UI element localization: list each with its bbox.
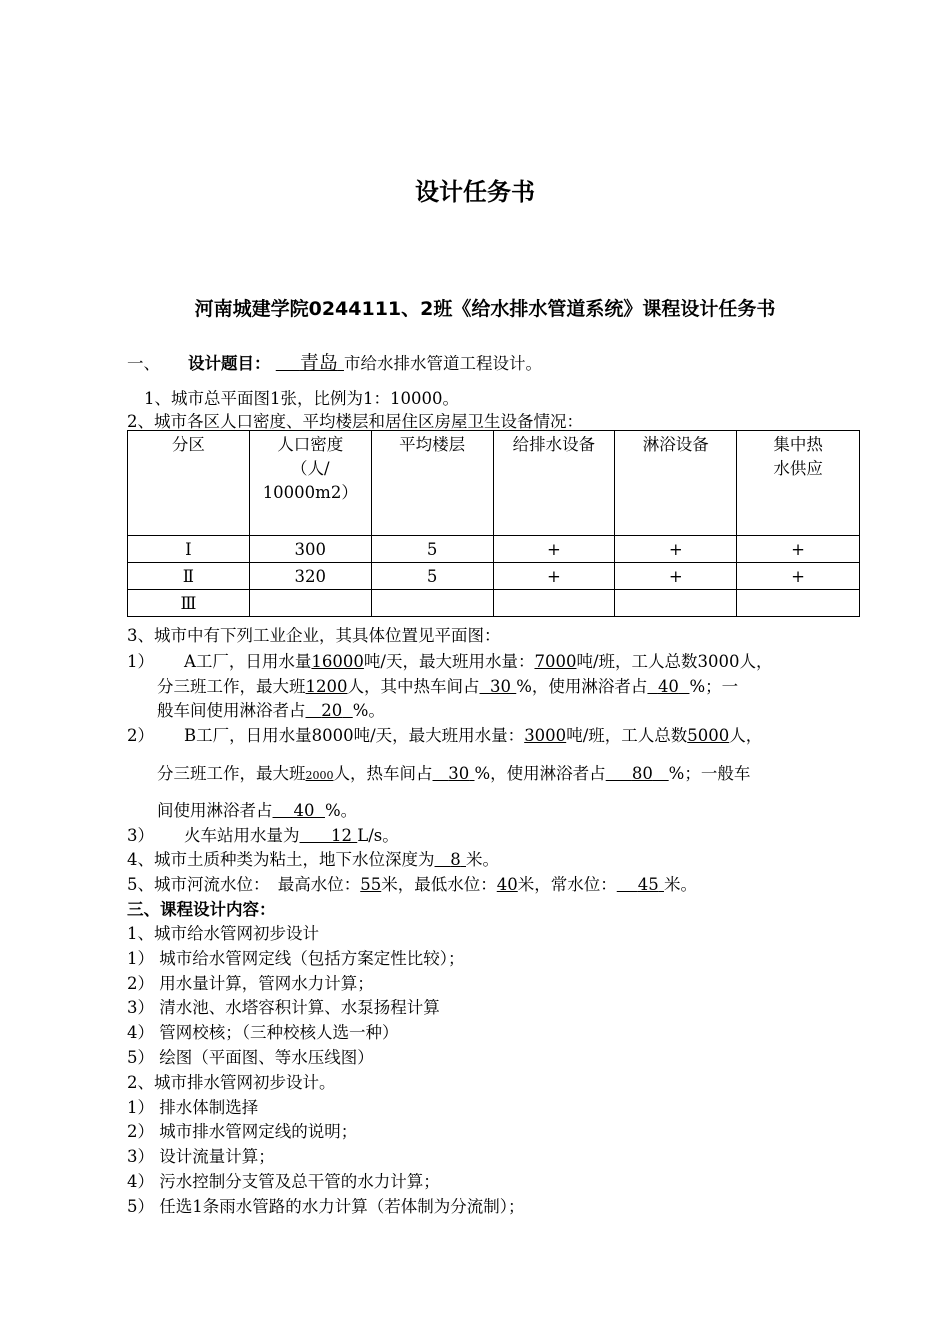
- list-item: 3） 设计流量计算；: [127, 1147, 275, 1166]
- table-cell: 5: [371, 563, 493, 590]
- table-header-cell: 淋浴设备: [615, 431, 737, 536]
- table-cell: +: [615, 536, 737, 563]
- list-item: 4） 污水控制分支管及总干管的水力计算；: [127, 1172, 440, 1191]
- drainage-network-heading: 2、城市排水管网初步设计。: [127, 1073, 336, 1092]
- factory-b-line-2: 分三班工作，最大班2000人，热车间占 30 %，使用淋浴者占 80 %；一般车: [157, 764, 751, 783]
- table-header-cell: 集中热 水供应: [737, 431, 860, 536]
- district-table: [127, 430, 860, 617]
- table-cell: 300: [249, 536, 371, 563]
- list-item: 1） 排水体制选择: [127, 1098, 259, 1117]
- factory-b-line-3: 间使用淋浴者占 40 %。: [157, 801, 358, 820]
- document-title: 设计任务书: [415, 178, 535, 206]
- table-header-cell: 平均楼层: [371, 431, 493, 536]
- table-row: [128, 536, 860, 563]
- item-1: 1、城市总平面图1张，比例为1：10000。: [144, 389, 459, 408]
- table-cell: +: [737, 563, 860, 590]
- table-cell: [615, 590, 737, 617]
- list-item: 5） 任选1条雨水管路的水力计算（若体制为分流制）；: [127, 1197, 525, 1216]
- section-3-heading: 三、课程设计内容：: [127, 900, 276, 919]
- list-item: 1） 城市给水管网定线（包括方案定性比较）；: [127, 949, 465, 968]
- factory-a-line-1: 1） A工厂，日用水量16000吨/天，最大班用水量：7000吨/班，工人总数3000人，: [127, 652, 773, 671]
- item-3: 3、城市中有下列工业企业，其具体位置见平面图：: [127, 626, 501, 645]
- table-cell: 5: [371, 536, 493, 563]
- factory-b-line-1: 2） B工厂，日用水量8000吨/天，最大班用水量：3000吨/班，工人总数5000人，: [127, 726, 763, 745]
- table-row: [128, 590, 860, 617]
- factory-a-line-2: 分三班工作，最大班1200人，其中热车间占 30 %，使用淋浴者占 40 %；一: [157, 677, 739, 696]
- item-2: 2、城市各区人口密度、平均楼层和居住区房屋卫生设备情况：: [127, 412, 583, 431]
- table-header-row: [128, 431, 860, 536]
- table-cell: Ⅲ: [128, 590, 250, 617]
- document-subtitle: 河南城建学院0244111、2班《给水排水管道系统》课程设计任务书: [194, 298, 776, 320]
- table-cell: [249, 590, 371, 617]
- section-1-heading: [127, 348, 542, 375]
- list-item: 2） 城市排水管网定线的说明；: [127, 1122, 358, 1141]
- section-1-prefix: 一、: [127, 354, 160, 373]
- water-network-heading: 1、城市给水管网初步设计: [127, 924, 319, 943]
- table-cell: +: [737, 536, 860, 563]
- table-cell: 320: [249, 563, 371, 590]
- table-cell: +: [493, 536, 615, 563]
- list-item: 3） 清水池、水塔容积计算、水泵扬程计算: [127, 998, 440, 1017]
- section-1-label: 设计题目：: [188, 354, 271, 373]
- item-5: 5、城市河流水位： 最高水位：55米，最低水位：40米，常水位： 45 米。: [127, 875, 697, 894]
- list-item: 2） 用水量计算，管网水力计算；: [127, 974, 374, 993]
- city-name: 青岛: [299, 352, 338, 374]
- item-4: 4、城市土质种类为粘土，地下水位深度为 8 米。: [127, 850, 499, 869]
- table-cell: [493, 590, 615, 617]
- table-cell: Ⅰ: [128, 536, 250, 563]
- list-item: 5） 绘图（平面图、等水压线图）: [127, 1048, 374, 1067]
- factory-a-line-3: 般车间使用淋浴者占 20 %。: [157, 701, 385, 720]
- table-header-cell: 分区: [128, 431, 250, 536]
- table-row: [128, 563, 860, 590]
- list-item: 4） 管网校核；（三种校核人选一种）: [127, 1023, 399, 1042]
- table-cell: +: [493, 563, 615, 590]
- section-1-rest: 市给水排水管道工程设计。: [343, 354, 542, 373]
- table-header-cell: 给排水设备: [493, 431, 615, 536]
- station-line: 3） 火车站用水量为 12 L/s。: [127, 826, 399, 845]
- table-cell: [371, 590, 493, 617]
- table-cell: Ⅱ: [128, 563, 250, 590]
- table-cell: [737, 590, 860, 617]
- table-header-cell: 人口密度 （人/ 10000m2）: [249, 431, 371, 536]
- table-cell: +: [615, 563, 737, 590]
